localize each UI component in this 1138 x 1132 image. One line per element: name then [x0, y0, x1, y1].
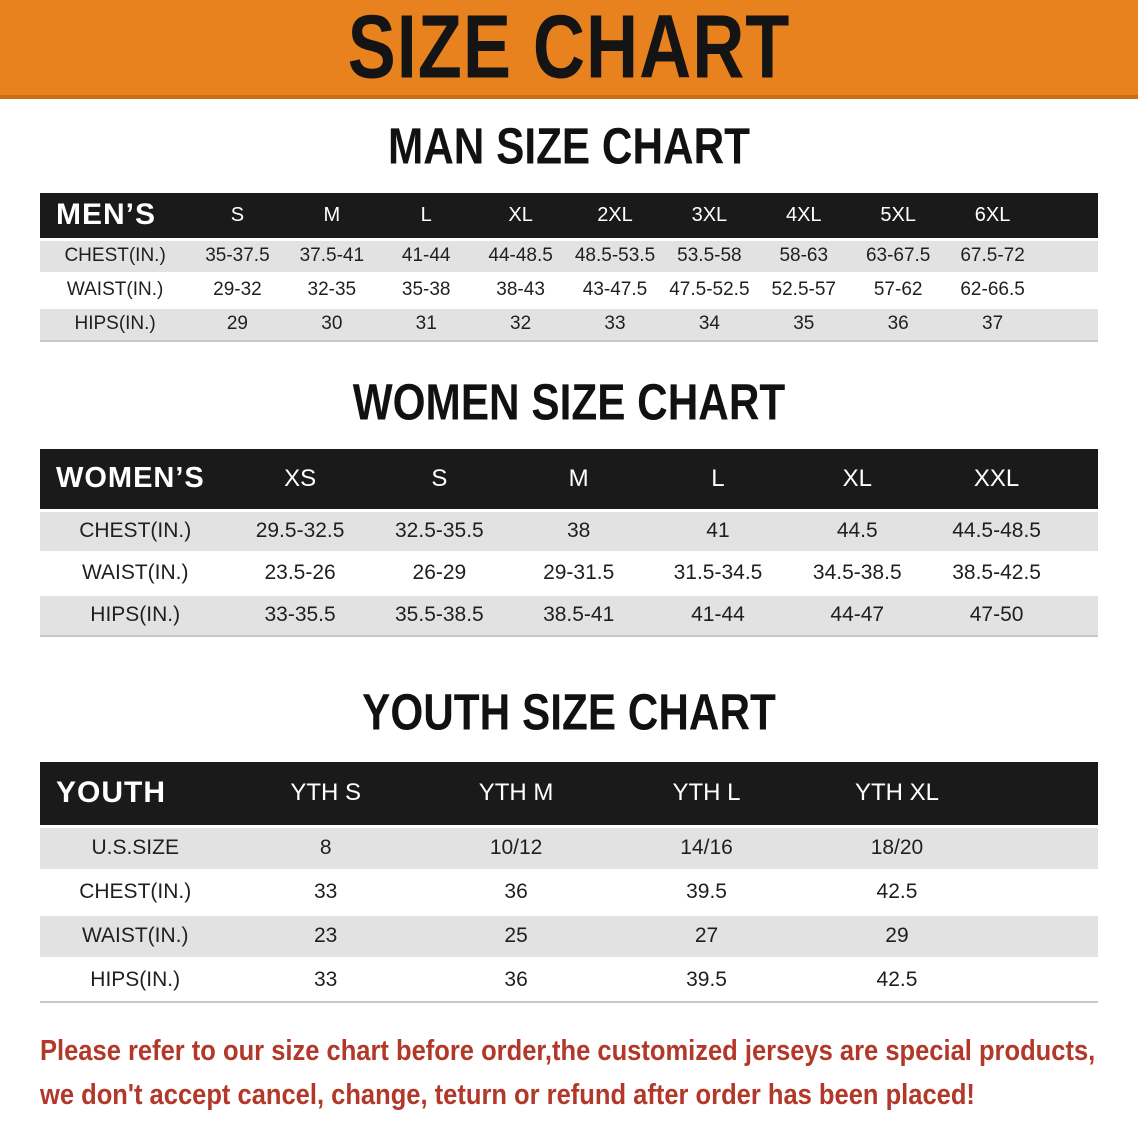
- size-column-header: 5XL: [851, 193, 945, 239]
- size-column-header: XXL: [927, 449, 1066, 510]
- measurement-value: 63-67.5: [865, 245, 931, 266]
- size-column-header: M: [509, 449, 648, 510]
- size-column-header: S: [190, 193, 284, 239]
- measurement-value: 57-62: [873, 279, 923, 300]
- measurement-value: 53.5-58: [677, 245, 742, 266]
- youth-size-heading: YOUTH SIZE CHART: [362, 683, 776, 741]
- measurement-value: 41: [706, 519, 730, 542]
- row-filler: [1066, 594, 1098, 636]
- measurement-value: 41-44: [401, 245, 451, 266]
- measurement-value: 43-47.5: [582, 279, 648, 300]
- measurement-value: 35.5-38.5: [395, 603, 484, 627]
- table-group-label: YOUTH: [40, 762, 230, 826]
- disclaimer-line: Please refer to our size chart before order,the customized jerseys are special products,: [40, 1035, 1096, 1067]
- size-column-header: XS: [230, 449, 369, 510]
- size-column-header: YTH S: [230, 762, 420, 826]
- header-filler: [1040, 193, 1098, 239]
- measurement-value: 35-37.5: [205, 245, 270, 266]
- table-group-label: WOMEN’S: [40, 449, 230, 510]
- banner-title: SIZE CHART: [347, 0, 791, 98]
- measurement-value: 31.5-34.5: [673, 561, 763, 584]
- measurement-value: 44-48.5: [488, 245, 553, 266]
- row-filler: [992, 826, 1098, 870]
- measurement-value: 34: [698, 313, 720, 335]
- row-filler: [992, 870, 1098, 914]
- measurement-value: 33: [604, 313, 626, 335]
- measurement-value: 10/12: [489, 836, 543, 859]
- measurement-value: 34.5-38.5: [812, 561, 902, 584]
- measurement-value: 33: [313, 880, 338, 903]
- measurement-value: 29-32: [213, 279, 262, 300]
- measurement-value: 38-43: [496, 279, 545, 300]
- youth-size-section: [0, 683, 1138, 1003]
- measurement-value: 47-50: [969, 603, 1024, 627]
- table-row: [40, 552, 1098, 594]
- size-column-header: XL: [473, 193, 567, 239]
- measurement-value: 38.5-42.5: [952, 561, 1041, 584]
- measurement-value: 39.5: [686, 880, 727, 903]
- measurement-value: 52.5-57: [771, 279, 836, 300]
- measurement-value: 39.5: [686, 968, 727, 992]
- table-group-label: MEN’S: [40, 193, 190, 239]
- table-header-row: [40, 762, 1098, 826]
- measurement-value: 8: [319, 836, 332, 859]
- table-row: [40, 239, 1098, 273]
- measurement-label: WAIST(IN.): [81, 561, 189, 584]
- measurement-value: 58-63: [779, 245, 829, 266]
- youth-size-table: [40, 762, 1098, 1003]
- measurement-value: 29.5-32.5: [255, 519, 345, 542]
- measurement-value: 38.5-41: [543, 603, 615, 627]
- measurement-value: 33-35.5: [264, 603, 336, 627]
- measurement-value: 30: [321, 313, 343, 335]
- size-column-header: 6XL: [945, 193, 1039, 239]
- measurement-value: 67.5-72: [960, 245, 1025, 266]
- size-column-header: S: [370, 449, 509, 510]
- measurement-value: 35-38: [401, 279, 451, 300]
- table-row: [40, 914, 1098, 958]
- header-filler: [992, 762, 1098, 826]
- size-column-header: YTH M: [421, 762, 611, 826]
- women-size-heading: WOMEN SIZE CHART: [352, 373, 786, 431]
- measurement-value: 23.5-26: [264, 561, 336, 584]
- measurement-value: 48.5-53.5: [574, 245, 656, 266]
- table-row: [40, 273, 1098, 307]
- measurement-value: 29: [226, 313, 248, 335]
- measurement-value: 29-31.5: [543, 561, 615, 584]
- measurement-value: 37.5-41: [299, 245, 365, 266]
- measurement-value: 14/16: [680, 836, 733, 859]
- table-row: [40, 870, 1098, 914]
- size-column-header: L: [379, 193, 473, 239]
- mens-size-table: [40, 193, 1098, 342]
- size-column-header: 2XL: [568, 193, 662, 239]
- row-filler: [1040, 307, 1098, 341]
- table-row: [40, 594, 1098, 636]
- size-column-header: M: [285, 193, 379, 239]
- size-column-header: L: [648, 449, 787, 510]
- measurement-value: 44.5-48.5: [952, 519, 1041, 542]
- measurement-value: 27: [694, 924, 719, 947]
- measurement-value: 32: [510, 313, 532, 335]
- table-header-row: [40, 193, 1098, 239]
- size-column-header: 3XL: [662, 193, 756, 239]
- table-row: [40, 307, 1098, 341]
- measurement-value: 44.5: [836, 519, 878, 542]
- measurement-label: CHEST(IN.): [79, 880, 192, 903]
- man-size-heading: MAN SIZE CHART: [387, 117, 751, 175]
- measurement-label: CHEST(IN.): [79, 519, 192, 542]
- measurement-label: WAIST(IN.): [66, 279, 164, 300]
- table-row: [40, 826, 1098, 870]
- measurement-value: 42.5: [876, 968, 918, 992]
- womens-size-table: [40, 449, 1098, 637]
- size-chart-banner: [0, 0, 1138, 99]
- table-header-row: [40, 449, 1098, 510]
- measurement-value: 44-47: [830, 603, 885, 627]
- disclaimer-line: we don't accept cancel, change, teturn or refund after order has been placed!: [40, 1079, 975, 1111]
- measurement-label: HIPS(IN.): [90, 603, 181, 627]
- measurement-value: 42.5: [876, 880, 918, 903]
- row-filler: [992, 914, 1098, 958]
- measurement-label: HIPS(IN.): [90, 968, 181, 992]
- measurement-value: 26-29: [412, 561, 467, 584]
- measurement-value: 23: [313, 924, 338, 947]
- women-size-section: [0, 373, 1138, 637]
- measurement-value: 38: [567, 519, 591, 542]
- man-size-section: [0, 117, 1138, 342]
- measurement-value: 47.5-52.5: [669, 279, 750, 300]
- table-row: [40, 958, 1098, 1002]
- measurement-value: 33: [313, 968, 338, 992]
- measurement-value: 32.5-35.5: [395, 519, 484, 542]
- table-row: [40, 510, 1098, 552]
- measurement-label: HIPS(IN.): [74, 313, 156, 335]
- measurement-value: 35: [793, 313, 815, 335]
- row-filler: [1040, 239, 1098, 273]
- header-filler: [1066, 449, 1098, 510]
- size-column-header: YTH XL: [802, 762, 992, 826]
- row-filler: [992, 958, 1098, 1002]
- disclaimer: [40, 1029, 1138, 1117]
- measurement-value: 31: [415, 313, 437, 335]
- measurement-label: U.S.SIZE: [91, 836, 179, 859]
- size-column-header: XL: [788, 449, 927, 510]
- measurement-value: 32-35: [307, 279, 357, 300]
- measurement-value: 62-66.5: [960, 279, 1025, 300]
- measurement-value: 37: [982, 313, 1004, 335]
- measurement-value: 36: [887, 313, 909, 335]
- row-filler: [1040, 273, 1098, 307]
- measurement-value: 18/20: [870, 836, 924, 859]
- measurement-value: 36: [504, 880, 528, 903]
- measurement-value: 36: [504, 968, 528, 992]
- size-column-header: 4XL: [757, 193, 851, 239]
- measurement-label: CHEST(IN.): [64, 245, 166, 266]
- measurement-label: WAIST(IN.): [81, 924, 189, 947]
- size-column-header: YTH L: [611, 762, 801, 826]
- row-filler: [1066, 510, 1098, 552]
- row-filler: [1066, 552, 1098, 594]
- measurement-value: 25: [504, 924, 528, 947]
- measurement-value: 29: [885, 924, 909, 947]
- measurement-value: 41-44: [691, 603, 745, 627]
